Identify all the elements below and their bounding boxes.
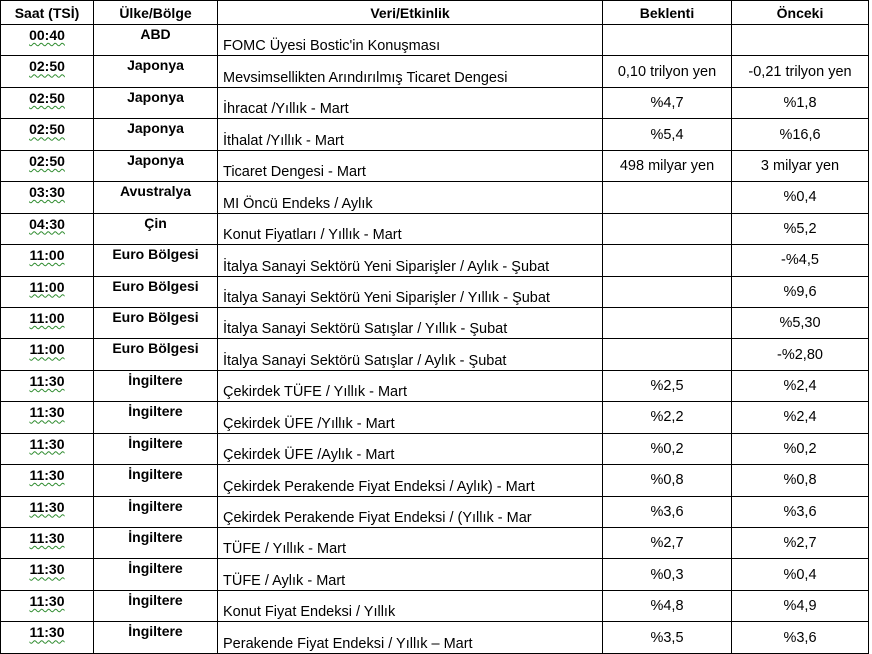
previous-cell: %3,6: [732, 622, 869, 653]
previous-cell: -%4,5: [732, 245, 869, 276]
time-cell: [1, 25, 94, 56]
table-row: [1, 87, 869, 118]
time-value: 02:50: [29, 89, 65, 106]
time-cell: [1, 622, 94, 653]
expected-cell: [603, 307, 732, 338]
previous-cell: %5,30: [732, 307, 869, 338]
event-cell: İtalya Sanayi Sektörü Satışlar / Yıllık - Şubat: [218, 307, 603, 338]
event-cell: İtalya Sanayi Sektörü Yeni Siparişler / Yıllık - Şubat: [218, 276, 603, 307]
table-row: [1, 276, 869, 307]
previous-cell: -0,21 trilyon yen: [732, 56, 869, 87]
time-cell: [1, 528, 94, 559]
country-cell: İngiltere: [94, 496, 218, 527]
previous-cell: %3,6: [732, 496, 869, 527]
country-cell: ABD: [94, 25, 218, 56]
previous-cell: %2,4: [732, 370, 869, 401]
country-cell: İngiltere: [94, 590, 218, 621]
time-cell: [1, 182, 94, 213]
event-cell: FOMC Üyesi Bostic'in Konuşması: [218, 25, 603, 56]
previous-cell: %9,6: [732, 276, 869, 307]
time-value: 11:30: [29, 530, 65, 546]
previous-cell: %2,4: [732, 402, 869, 433]
time-cell: [1, 56, 94, 87]
table-row: [1, 370, 869, 401]
table-row: [1, 119, 869, 150]
previous-cell: 3 milyar yen: [732, 150, 869, 181]
event-cell: TÜFE / Yıllık - Mart: [218, 528, 603, 559]
country-cell: Euro Bölgesi: [94, 339, 218, 370]
expected-cell: %0,8: [603, 465, 732, 496]
time-cell: [1, 276, 94, 307]
previous-cell: %1,8: [732, 87, 869, 118]
country-cell: İngiltere: [94, 370, 218, 401]
country-cell: Çin: [94, 213, 218, 244]
time-value: 03:30: [29, 184, 65, 201]
table-row: [1, 307, 869, 338]
time-value: 11:30: [29, 372, 65, 389]
expected-cell: %0,2: [603, 433, 732, 464]
previous-cell: %0,2: [732, 433, 869, 464]
time-cell: [1, 119, 94, 150]
table-row: [1, 245, 869, 276]
table-row: [1, 182, 869, 213]
expected-cell: %3,5: [603, 622, 732, 653]
time-cell: [1, 433, 94, 464]
expected-cell: %0,3: [603, 559, 732, 590]
table-row: [1, 339, 869, 370]
country-cell: İngiltere: [94, 465, 218, 496]
previous-cell: %2,7: [732, 528, 869, 559]
time-cell: [1, 590, 94, 621]
country-cell: Euro Bölgesi: [94, 245, 218, 276]
country-cell: İngiltere: [94, 528, 218, 559]
event-cell: İtalya Sanayi Sektörü Satışlar / Aylık - Şubat: [218, 339, 603, 370]
table-row: [1, 622, 869, 653]
table-row: [1, 433, 869, 464]
expected-cell: %4,7: [603, 87, 732, 118]
event-cell: Konut Fiyatları / Yıllık - Mart: [218, 213, 603, 244]
time-cell: [1, 496, 94, 527]
previous-cell: %5,2: [732, 213, 869, 244]
expected-cell: [603, 339, 732, 370]
expected-cell: [603, 25, 732, 56]
time-cell: [1, 465, 94, 496]
table-row: [1, 590, 869, 621]
time-value: 11:30: [29, 467, 65, 484]
time-cell: [1, 150, 94, 181]
country-cell: Japonya: [94, 87, 218, 118]
table-row: [1, 465, 869, 496]
time-value: 11:30: [29, 624, 65, 641]
header-expected: Beklenti: [603, 1, 732, 25]
event-cell: Çekirdek Perakende Fiyat Endeksi / (Yıllık - Mar: [218, 496, 603, 527]
country-cell: Japonya: [94, 56, 218, 87]
expected-cell: [603, 182, 732, 213]
previous-cell: %16,6: [732, 119, 869, 150]
time-cell: [1, 307, 94, 338]
header-country: Ülke/Bölge: [94, 1, 218, 25]
table-row: [1, 56, 869, 87]
time-value: 00:40: [29, 27, 65, 43]
time-cell: [1, 402, 94, 433]
time-value: 02:50: [29, 58, 65, 75]
header-previous: Önceki: [732, 1, 869, 25]
event-cell: İthalat /Yıllık - Mart: [218, 119, 603, 150]
time-cell: [1, 245, 94, 276]
time-value: 11:00: [29, 341, 65, 358]
expected-cell: %2,2: [603, 402, 732, 433]
country-cell: Euro Bölgesi: [94, 276, 218, 307]
previous-cell: [732, 25, 869, 56]
expected-cell: [603, 245, 732, 276]
time-value: 02:50: [29, 121, 65, 138]
country-cell: Euro Bölgesi: [94, 307, 218, 338]
event-cell: TÜFE / Aylık - Mart: [218, 559, 603, 590]
time-value: 11:30: [29, 435, 65, 452]
table-row: [1, 402, 869, 433]
table-body: [1, 25, 869, 654]
event-cell: Çekirdek Perakende Fiyat Endeksi / Aylık) - Mart: [218, 465, 603, 496]
table-row: [1, 213, 869, 244]
previous-cell: %0,4: [732, 182, 869, 213]
header-time: Saat (TSİ): [1, 1, 94, 25]
table-row: [1, 496, 869, 527]
expected-cell: %4,8: [603, 590, 732, 621]
expected-cell: %3,6: [603, 496, 732, 527]
time-value: 11:30: [29, 561, 65, 578]
country-cell: İngiltere: [94, 433, 218, 464]
time-cell: [1, 370, 94, 401]
previous-cell: %0,8: [732, 465, 869, 496]
previous-cell: -%2,80: [732, 339, 869, 370]
expected-cell: %2,7: [603, 528, 732, 559]
time-cell: [1, 87, 94, 118]
event-cell: Konut Fiyat Endeksi / Yıllık: [218, 590, 603, 621]
time-value: 11:00: [29, 247, 65, 264]
country-cell: İngiltere: [94, 402, 218, 433]
event-cell: İtalya Sanayi Sektörü Yeni Siparişler / Aylık - Şubat: [218, 245, 603, 276]
country-cell: İngiltere: [94, 559, 218, 590]
expected-cell: [603, 276, 732, 307]
previous-cell: %4,9: [732, 590, 869, 621]
country-cell: Avustralya: [94, 182, 218, 213]
expected-cell: 0,10 trilyon yen: [603, 56, 732, 87]
event-cell: Çekirdek ÜFE /Aylık - Mart: [218, 433, 603, 464]
time-cell: [1, 559, 94, 590]
expected-cell: 498 milyar yen: [603, 150, 732, 181]
time-cell: [1, 339, 94, 370]
time-value: 04:30: [29, 215, 65, 232]
time-value: 11:30: [29, 404, 65, 421]
event-cell: İhracat /Yıllık - Mart: [218, 87, 603, 118]
country-cell: Japonya: [94, 150, 218, 181]
expected-cell: %5,4: [603, 119, 732, 150]
event-cell: Ticaret Dengesi - Mart: [218, 150, 603, 181]
event-cell: Mevsimsellikten Arındırılmış Ticaret Dengesi: [218, 56, 603, 87]
time-value: 11:00: [29, 278, 65, 295]
time-cell: [1, 213, 94, 244]
event-cell: Çekirdek TÜFE / Yıllık - Mart: [218, 370, 603, 401]
table-row: [1, 528, 869, 559]
country-cell: Japonya: [94, 119, 218, 150]
header-event: Veri/Etkinlik: [218, 1, 603, 25]
time-value: 11:30: [29, 592, 65, 609]
time-value: 02:50: [29, 152, 65, 169]
expected-cell: [603, 213, 732, 244]
previous-cell: %0,4: [732, 559, 869, 590]
event-cell: Perakende Fiyat Endeksi / Yıllık – Mart: [218, 622, 603, 653]
expected-cell: %2,5: [603, 370, 732, 401]
time-value: 11:00: [29, 309, 65, 326]
header-row: [1, 1, 869, 25]
event-cell: Çekirdek ÜFE /Yıllık - Mart: [218, 402, 603, 433]
table-row: [1, 559, 869, 590]
table-row: [1, 150, 869, 181]
country-cell: İngiltere: [94, 622, 218, 653]
time-value: 11:30: [29, 498, 65, 515]
table-row: [1, 25, 869, 56]
event-cell: MI Öncü Endeks / Aylık: [218, 182, 603, 213]
